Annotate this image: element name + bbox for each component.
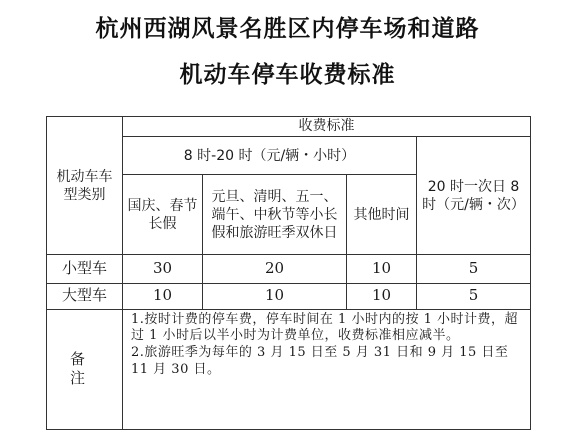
fee-cell: 10 bbox=[203, 283, 347, 309]
fee-cell: 5 bbox=[417, 255, 531, 283]
fee-standard-header: 收费标准 bbox=[123, 117, 531, 137]
remarks-text bbox=[123, 309, 531, 429]
fee-cell: 20 bbox=[203, 255, 347, 283]
table-row bbox=[47, 255, 531, 283]
vehicle-type-cell: 小型车 bbox=[47, 255, 123, 283]
overnight-period-header: 20 时一次日 8 时（元/辆・次） bbox=[417, 137, 531, 255]
national-day-spring-festival-header: 国庆、春节长假 bbox=[123, 175, 203, 255]
page-title-line-1: 杭州西湖风景名胜区内停车场和道路 bbox=[95, 16, 480, 42]
fee-cell: 10 bbox=[123, 283, 203, 309]
fee-cell: 10 bbox=[347, 255, 417, 283]
remark-note-2: 2.旅游旺季为每年的 3 月 15 日至 5 月 31 日和 9 月 15 日至 11 月 30 日。 bbox=[131, 345, 509, 378]
vehicle-type-header: 机动车车型类别 bbox=[47, 117, 123, 255]
remark-note-1: 1.按时计费的停车费，停车时间在 1 小时内的按 1 小时计费，超过 1 小时后以半小时为计费单位，收费标准相应减半。 bbox=[131, 311, 518, 344]
fee-cell: 10 bbox=[347, 283, 417, 309]
page-title-line-2: 机动车停车收费标准 bbox=[179, 62, 396, 88]
fee-cell: 5 bbox=[417, 283, 531, 309]
table-row bbox=[47, 283, 531, 309]
other-time-header: 其他时间 bbox=[347, 175, 417, 255]
daytime-period-header: 8 时-20 时（元/辆・小时） bbox=[123, 137, 417, 175]
remarks-label: 备 注 bbox=[47, 309, 123, 429]
vehicle-type-cell: 大型车 bbox=[47, 283, 123, 309]
short-holidays-header: 元旦、清明、五一、端午、中秋节等小长假和旅游旺季双休日 bbox=[203, 175, 347, 255]
fee-cell: 30 bbox=[123, 255, 203, 283]
fee-standard-table bbox=[46, 116, 531, 430]
